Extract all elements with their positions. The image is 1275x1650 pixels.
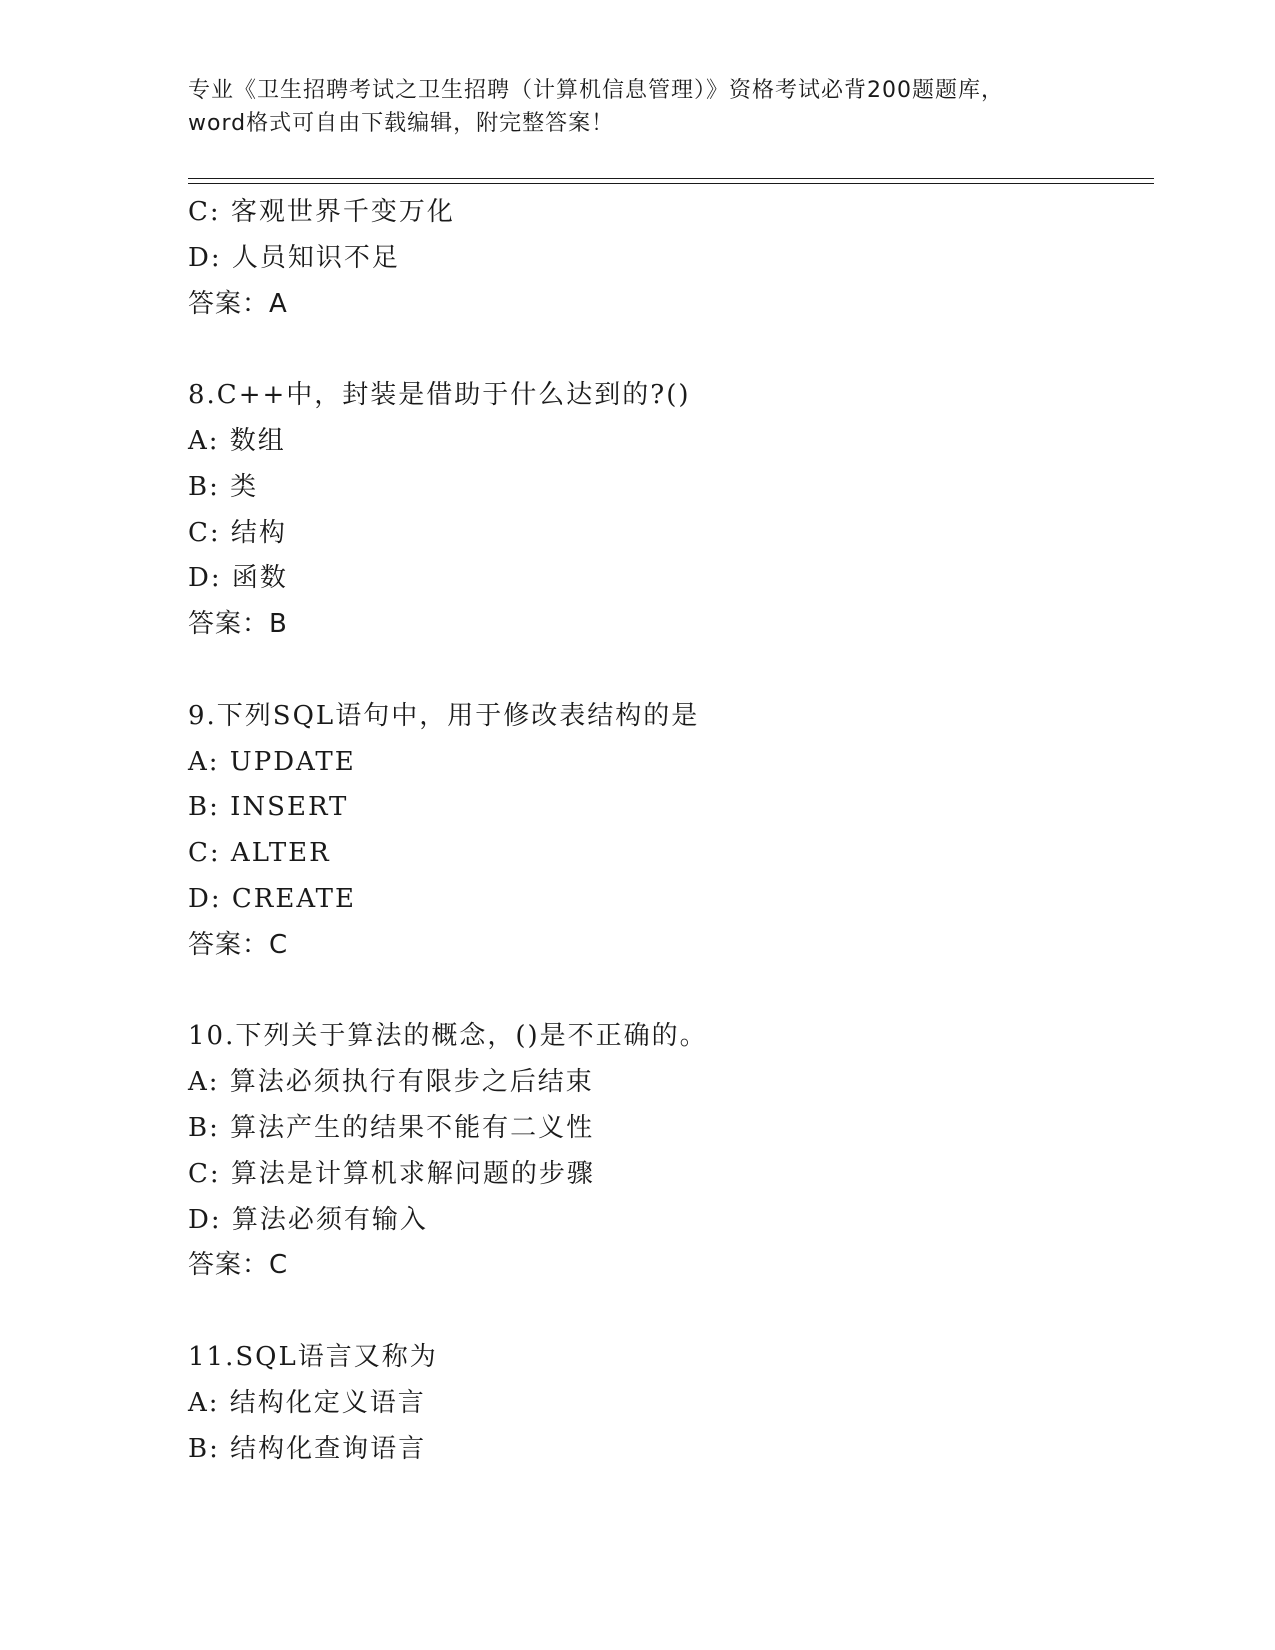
q10-option-a: A: 算法必须执行有限步之后结束 [188,1067,594,1098]
q9-option-d: D: CREATE [188,883,356,914]
q9-option-b: B: INSERT [188,792,349,823]
q7-answer: 答案：A [188,288,288,319]
q11-question: 11.SQL语言又称为 [188,1341,438,1372]
q8-option-b: B: 类 [188,471,259,502]
q8-option-c: C: 结构 [188,517,287,548]
header-divider-bottom [188,183,1154,184]
header-divider-top [188,178,1154,179]
question-list [188,190,1154,1472]
question-spacer [188,327,1154,373]
q10-option-d: D: 算法必须有输入 [188,1204,428,1235]
q8-option-a: A: 数组 [188,425,286,456]
question-spacer [188,1289,1154,1335]
q9-option-c: C: ALTER [188,838,331,869]
q9-option-a: A: UPDATE [188,746,356,777]
question-spacer [188,969,1154,1015]
q10-answer: 答案：C [188,1250,289,1281]
q8-answer: 答案：B [188,609,288,640]
q8-option-d: D: 函数 [188,563,288,594]
q7-option-d: D: 人员知识不足 [188,242,400,273]
question-spacer [188,648,1154,694]
q8-question: 8.C++中，封装是借助于什么达到的?() [188,380,691,411]
q11-option-b: B: 结构化查询语言 [188,1433,427,1464]
header-title-line-2: word格式可自由下载编辑，附完整答案！ [188,111,615,136]
q11-option-a: A: 结构化定义语言 [188,1387,426,1418]
q10-question: 10.下列关于算法的概念，()是不正确的。 [188,1021,708,1052]
document-header [188,74,1088,140]
header-title-line-1: 专业《卫生招聘考试之卫生招聘（计算机信息管理）》资格考试必背200题题库， [188,78,1004,103]
q9-answer: 答案：C [188,929,289,960]
q9-question: 9.下列SQL语句中，用于修改表结构的是 [188,700,700,731]
q10-option-b: B: 算法产生的结果不能有二义性 [188,1112,595,1143]
q10-option-c: C: 算法是计算机求解问题的步骤 [188,1158,595,1189]
q7-option-c: C: 客观世界千变万化 [188,197,455,227]
